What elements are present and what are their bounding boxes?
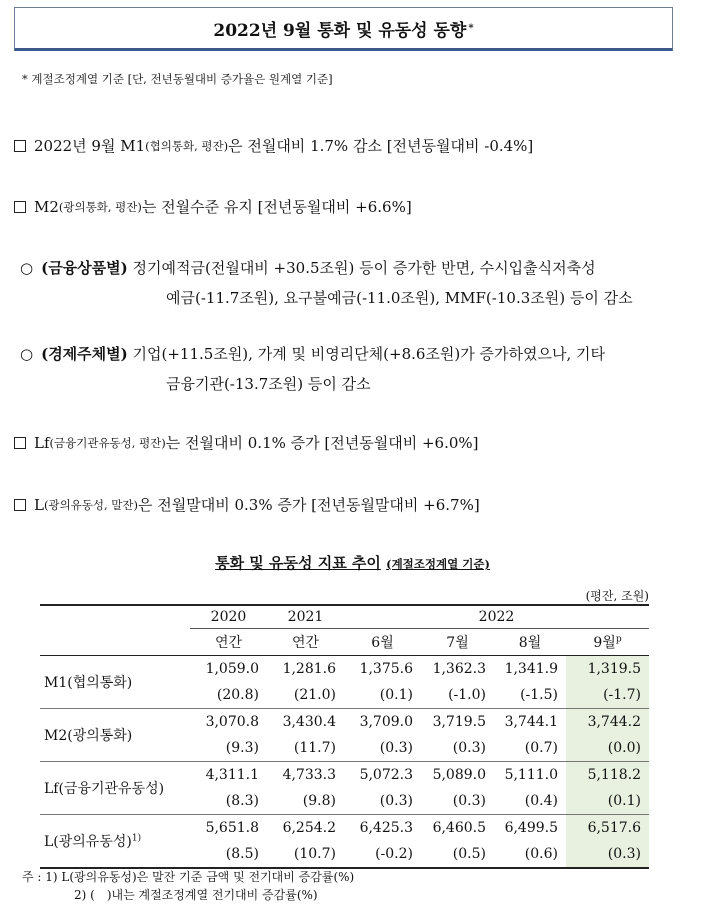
change-cell: (0.4): [524, 793, 558, 809]
square-bullet-icon: [14, 437, 26, 449]
col-header: 연간: [214, 635, 243, 651]
value-cell: 1,362.3: [432, 661, 486, 677]
value-cell: 5,118.2: [566, 762, 649, 789]
change-cell: (21.0): [293, 687, 336, 703]
row-label-text: M1(협의통화): [44, 675, 133, 691]
title-mark: *: [468, 22, 474, 34]
bullet-main: Lf: [34, 433, 50, 452]
bullet-paren: (광의유동성, 말잔): [43, 497, 139, 512]
bullet-rest: 은 전월말대비 0.3% 증가 [전년동월말대비 +6.7%]: [138, 496, 480, 514]
liquidity-table: [40, 604, 649, 869]
sub-line1: 정기예적금(전월대비 +30.5조원) 등이 증가한 반면, 수시입출식저축성: [132, 259, 596, 277]
bullet-paren: (협의통화, 평잔): [145, 138, 229, 153]
change-cell: (9.3): [225, 740, 259, 756]
circle-bullet-icon: ○: [20, 259, 34, 277]
change-cell: (0.5): [452, 846, 486, 862]
value-cell: 6,460.5: [432, 820, 486, 836]
bullet-lf: [14, 432, 478, 453]
value-cell: 4,311.1: [205, 767, 259, 783]
sub-line2: 금융기관(-13.7조원) 등이 감소: [166, 375, 371, 393]
value-cell: 3,744.1: [504, 714, 558, 730]
value-cell: 1,341.9: [504, 661, 558, 677]
square-bullet-icon: [14, 140, 26, 152]
value-cell: 6,254.2: [282, 820, 336, 836]
value-cell: 6,517.6: [566, 815, 649, 842]
value-cell: 1,281.6: [282, 661, 336, 677]
row-label-sup: 1): [131, 833, 142, 844]
bullet-l: [14, 494, 480, 515]
change-cell: (0.7): [524, 740, 558, 756]
table-title: [0, 552, 705, 573]
year-header: 2020: [190, 605, 267, 629]
change-cell: (-1.7): [566, 682, 649, 709]
bullet-m1: [14, 135, 533, 156]
table-title-sub: (계절조정계열 기준): [386, 557, 490, 571]
bullet-rest: 은 전월대비 1.7% 감소 [전년동월대비 -0.4%]: [228, 137, 534, 155]
row-label: [40, 709, 190, 762]
value-cell: 3,719.5: [432, 714, 486, 730]
change-cell: (0.3): [452, 793, 486, 809]
change-cell: (0.1): [566, 788, 649, 815]
title-text: 2022년 9월 통화 및 유동성 동향: [213, 20, 467, 41]
change-cell: (11.7): [293, 740, 336, 756]
value-cell: 5,089.0: [432, 767, 486, 783]
sub-line2: 예금(-11.7조원), 요구불예금(-11.0조원), MMF(-10.3조원) 등이 감소: [166, 289, 633, 307]
prelim-mark: p: [615, 634, 622, 645]
sub-by-product: [20, 253, 680, 313]
change-cell: (8.5): [225, 846, 259, 862]
bullet-paren: (광의통화, 평잔): [58, 199, 142, 214]
value-cell: 6,425.3: [359, 820, 413, 836]
table-footnotes: [22, 868, 354, 904]
square-bullet-icon: [14, 499, 26, 511]
sub-label: (금융상품별): [41, 259, 128, 277]
col-header-last: [566, 629, 649, 656]
footnote-1: 주 : 1) L(광의유동성)은 말잔 기준 금액 및 전기대비 증감률(%): [22, 870, 355, 884]
header-blank: [40, 629, 190, 656]
bullet-rest: 는 전월대비 0.1% 증가 [전년동월대비 +6.0%]: [165, 434, 479, 452]
value-cell: 3,744.2: [566, 709, 649, 736]
col-header-text: 9월: [593, 635, 616, 651]
bullet-m2: [14, 196, 412, 217]
table-body: [40, 656, 649, 869]
row-label-text: M2(광의통화): [44, 728, 133, 744]
bullet-main: L: [34, 495, 44, 514]
value-cell: 5,072.3: [359, 767, 413, 783]
change-cell: (0.3): [379, 740, 413, 756]
table-row: [40, 815, 649, 842]
year-header: 2021: [267, 605, 344, 629]
value-cell: 4,733.3: [282, 767, 336, 783]
col-header: 연간: [291, 635, 320, 651]
value-cell: 3,070.8: [205, 714, 259, 730]
table-row: [40, 762, 649, 789]
table-row: [40, 656, 649, 683]
square-bullet-icon: [14, 201, 26, 213]
change-cell: (0.1): [379, 687, 413, 703]
table-row: [40, 709, 649, 736]
sub-line1: 기업(+11.5조원), 가계 및 비영리단체(+8.6조원)가 증가하였으나, 기타: [132, 345, 605, 363]
value-cell: 1,059.0: [205, 661, 259, 677]
change-cell: (0.0): [566, 735, 649, 762]
change-cell: (0.3): [379, 793, 413, 809]
year-header: 2022: [344, 605, 649, 629]
bullet-paren: (금융기관유동성, 평잔): [49, 435, 166, 450]
change-cell: (20.8): [216, 687, 259, 703]
header-blank: [40, 605, 190, 629]
row-label-text: Lf(금융기관유동성): [44, 781, 165, 797]
value-cell: 3,709.0: [359, 714, 413, 730]
table-unit: (평잔, 조원): [585, 589, 649, 603]
value-cell: 6,499.5: [504, 820, 558, 836]
change-cell: (9.8): [302, 793, 336, 809]
value-cell: 5,111.0: [504, 767, 558, 783]
change-cell: (-0.2): [375, 846, 413, 862]
value-cell: 5,651.8: [205, 820, 259, 836]
page-title: [14, 7, 673, 51]
col-header: 8월: [518, 635, 542, 651]
col-header: 6월: [371, 635, 394, 651]
sub-label: (경제주체별): [41, 345, 128, 363]
circle-bullet-icon: ○: [20, 345, 34, 363]
change-cell: (-1.5): [520, 687, 558, 703]
change-cell: (0.3): [566, 841, 649, 868]
value-cell: 1,319.5: [566, 656, 649, 683]
change-cell: (-1.0): [448, 687, 486, 703]
row-label: [40, 656, 190, 709]
col-header: 7월: [446, 635, 469, 651]
basis-note: * 계절조정계열 기준 [단, 전년동월대비 증가율은 원계열 기준]: [22, 72, 333, 86]
row-label: [40, 762, 190, 815]
row-label: [40, 815, 190, 869]
value-cell: 3,430.4: [282, 714, 336, 730]
bullet-main: M2: [34, 197, 59, 216]
bullet-rest: 는 전월수준 유지 [전년동월대비 +6.6%]: [141, 198, 412, 216]
row-label-text: L(광의유동성): [44, 834, 132, 850]
footnote-2: 2) ( )내는 계절조정계열 전기대비 증감률(%): [74, 888, 318, 902]
table-title-text: 통화 및 유동성 지표 추이: [215, 554, 381, 572]
change-cell: (10.7): [293, 846, 336, 862]
change-cell: (0.3): [452, 740, 486, 756]
change-cell: (0.6): [524, 846, 558, 862]
bullet-main: 2022년 9월 M1: [34, 137, 146, 155]
change-cell: (8.3): [225, 793, 259, 809]
sub-by-sector: [20, 339, 680, 399]
value-cell: 1,375.6: [359, 661, 413, 677]
